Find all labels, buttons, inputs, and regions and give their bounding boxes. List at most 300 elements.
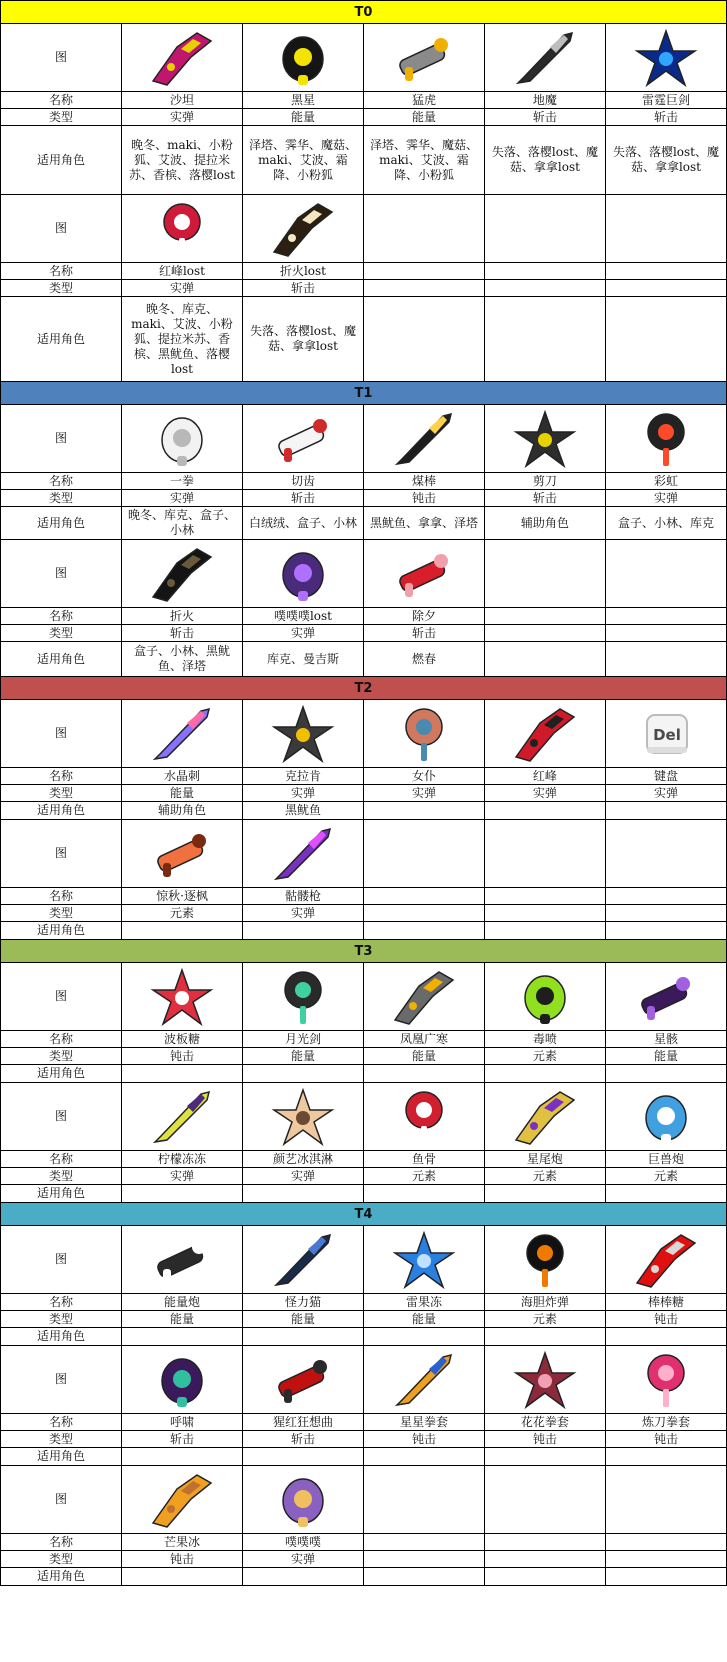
weapon-image-cell <box>121 700 242 768</box>
red-lollipop-icon <box>631 1229 701 1291</box>
empty-cell <box>363 280 484 297</box>
empty-cell <box>484 280 605 297</box>
weapon-roles <box>121 922 242 940</box>
weapon-name: 一拳 <box>121 473 242 490</box>
empty-cell <box>484 195 605 263</box>
lollipop-icon <box>147 966 217 1028</box>
empty-cell <box>484 1466 605 1534</box>
weapon-name: 芒果冰 <box>121 1534 242 1551</box>
weapon-roles: 失落、落樱lost、魔菇、拿拿lost <box>605 126 726 195</box>
weapon-image-cell <box>605 700 726 768</box>
weapon-roles <box>363 802 484 820</box>
weapon-type: 钝击 <box>121 1048 242 1065</box>
empty-cell <box>484 1551 605 1568</box>
new-year-blade-icon <box>389 543 459 605</box>
weapon-roles: 失落、落樱lost、魔菇、拿拿lost <box>484 126 605 195</box>
weapon-name: 克拉肯 <box>242 768 363 785</box>
empty-cell <box>363 905 484 922</box>
name-row <box>1 92 727 109</box>
weapon-type: 能量 <box>605 1048 726 1065</box>
empty-cell <box>605 1551 726 1568</box>
empty-cell <box>363 1534 484 1551</box>
moonlight-sword-icon <box>268 966 338 1028</box>
row-label-type: 类型 <box>1 109 122 126</box>
empty-cell <box>484 625 605 642</box>
roles-row <box>1 922 727 940</box>
row-label-roles: 适用角色 <box>1 802 122 820</box>
weapon-type: 能量 <box>121 1311 242 1328</box>
name-row <box>1 1151 727 1168</box>
weapon-image-cell <box>242 1226 363 1294</box>
weapon-type: 实弹 <box>242 1168 363 1185</box>
row-label-roles: 适用角色 <box>1 922 122 940</box>
weapon-roles <box>121 1185 242 1203</box>
row-label-roles: 适用角色 <box>1 297 122 382</box>
scissors-icon <box>510 408 580 470</box>
weapon-image-cell <box>121 24 242 92</box>
weapon-image-cell <box>121 1466 242 1534</box>
tier-header-row <box>1 1203 727 1226</box>
weapon-roles <box>363 1065 484 1083</box>
empty-cell <box>605 280 726 297</box>
empty-cell <box>363 263 484 280</box>
weapon-image-cell <box>484 1226 605 1294</box>
weapon-name: 键盘 <box>605 768 726 785</box>
weapon-type: 斩击 <box>363 625 484 642</box>
row-label-roles: 适用角色 <box>1 1568 122 1586</box>
weapon-type: 钝击 <box>363 490 484 507</box>
image-row <box>1 1226 727 1294</box>
row-label-name: 名称 <box>1 92 122 109</box>
empty-cell <box>484 888 605 905</box>
image-row <box>1 700 727 768</box>
weapon-roles: 晚冬、maki、小粉狐、艾波、提拉米苏、香槟、落樱lost <box>121 126 242 195</box>
row-label-image: 图 <box>1 963 122 1031</box>
empty-cell <box>605 905 726 922</box>
weapon-name: 星星拳套 <box>363 1414 484 1431</box>
row-label-roles: 适用角色 <box>1 1448 122 1466</box>
image-row <box>1 405 727 473</box>
weapon-type: 钝击 <box>363 1431 484 1448</box>
row-label-type: 类型 <box>1 1311 122 1328</box>
row-label-image: 图 <box>1 1226 122 1294</box>
weapon-image-cell <box>121 1083 242 1151</box>
weapon-image-cell <box>242 820 363 888</box>
weapon-image-cell <box>121 963 242 1031</box>
type-row <box>1 625 727 642</box>
weapon-type: 实弹 <box>363 785 484 802</box>
roles-row <box>1 1185 727 1203</box>
image-row <box>1 1466 727 1534</box>
row-label-image: 图 <box>1 540 122 608</box>
row-label-name: 名称 <box>1 608 122 625</box>
tier-title: T1 <box>1 382 727 405</box>
thunder-jelly-icon <box>389 1229 459 1291</box>
roles-row <box>1 1568 727 1586</box>
weapon-type: 钝击 <box>484 1431 605 1448</box>
row-label-name: 名称 <box>1 1534 122 1551</box>
weapon-image-cell <box>484 405 605 473</box>
row-label-name: 名称 <box>1 263 122 280</box>
weapon-image-cell <box>605 963 726 1031</box>
row-label-name: 名称 <box>1 768 122 785</box>
empty-cell <box>605 1466 726 1534</box>
del-key-icon <box>631 703 701 765</box>
row-label-name: 名称 <box>1 1151 122 1168</box>
name-row <box>1 888 727 905</box>
name-row <box>1 1294 727 1311</box>
weapon-type: 元素 <box>484 1168 605 1185</box>
weapon-name: 红峰lost <box>121 263 242 280</box>
weapon-image-cell <box>242 405 363 473</box>
weapon-name: 折火lost <box>242 263 363 280</box>
weapon-type: 元素 <box>484 1048 605 1065</box>
weapon-roles: 失落、落樱lost、魔菇、拿拿lost <box>242 297 363 382</box>
row-label-name: 名称 <box>1 1294 122 1311</box>
row-label-image: 图 <box>1 1466 122 1534</box>
empty-cell <box>363 1551 484 1568</box>
weapon-roles: 黑鱿鱼、拿拿、泽塔 <box>363 507 484 540</box>
empty-cell <box>605 820 726 888</box>
name-row <box>1 1031 727 1048</box>
weapon-type: 实弹 <box>484 785 605 802</box>
tier-title: T2 <box>1 677 727 700</box>
tooth-saw-icon <box>268 408 338 470</box>
empty-cell <box>605 263 726 280</box>
row-label-image: 图 <box>1 24 122 92</box>
row-label-image: 图 <box>1 1346 122 1414</box>
weapon-roles <box>363 1185 484 1203</box>
purple-cannon-icon <box>268 823 338 885</box>
row-label-image: 图 <box>1 195 122 263</box>
empty-cell <box>484 540 605 608</box>
empty-cell <box>484 820 605 888</box>
empty-cell <box>363 1466 484 1534</box>
weapon-type: 斩击 <box>484 490 605 507</box>
weapon-image-cell <box>363 1226 484 1294</box>
empty-cell <box>363 1568 484 1586</box>
weapon-name: 雷霆巨剑 <box>605 92 726 109</box>
row-label-type: 类型 <box>1 280 122 297</box>
dark-sword-icon <box>510 27 580 89</box>
type-row <box>1 1551 727 1568</box>
weapon-image-cell <box>363 24 484 92</box>
row-label-name: 名称 <box>1 473 122 490</box>
howl-blade-icon <box>147 1349 217 1411</box>
weapon-type: 实弹 <box>242 905 363 922</box>
empty-cell <box>605 540 726 608</box>
tier-header-row <box>1 940 727 963</box>
weapon-roles: 黑鱿鱼 <box>242 802 363 820</box>
weapon-image-cell <box>121 1226 242 1294</box>
mango-popsicle-icon <box>147 1469 217 1531</box>
type-row <box>1 490 727 507</box>
weapon-name: 波板糖 <box>121 1031 242 1048</box>
weapon-type: 斩击 <box>242 280 363 297</box>
weapon-roles: 库克、曼吉斯 <box>242 642 363 677</box>
empty-cell <box>605 1568 726 1586</box>
weapon-type: 实弹 <box>121 490 242 507</box>
dark-cat-claw-icon <box>268 1229 338 1291</box>
name-row <box>1 1414 727 1431</box>
row-label-image: 图 <box>1 820 122 888</box>
weapon-roles <box>605 802 726 820</box>
weapon-roles <box>484 1065 605 1083</box>
roles-row <box>1 802 727 820</box>
name-row <box>1 263 727 280</box>
cat-club-icon <box>389 408 459 470</box>
purple-paw-gun-icon <box>268 1469 338 1531</box>
weapon-image-cell <box>484 1083 605 1151</box>
weapon-roles <box>605 1448 726 1466</box>
weapon-type: 能量 <box>363 1311 484 1328</box>
row-label-roles: 适用角色 <box>1 1065 122 1083</box>
weapon-roles <box>242 1328 363 1346</box>
white-fist-icon <box>147 408 217 470</box>
star-wreck-blade-icon <box>631 966 701 1028</box>
weapon-type: 实弹 <box>121 1168 242 1185</box>
empty-cell <box>484 922 605 940</box>
icon-key-label: Del <box>653 725 681 744</box>
tier-title: T0 <box>1 1 727 24</box>
weapon-name: 地魔 <box>484 92 605 109</box>
row-label-type: 类型 <box>1 625 122 642</box>
weapon-type: 能量 <box>121 785 242 802</box>
row-label-roles: 适用角色 <box>1 126 122 195</box>
weapon-type: 斩击 <box>484 109 605 126</box>
row-label-name: 名称 <box>1 1031 122 1048</box>
image-row <box>1 540 727 608</box>
weapon-roles: 泽塔、霁华、魔菇、maki、艾波、霜降、小粉狐 <box>363 126 484 195</box>
lemon-blaster-icon <box>147 1086 217 1148</box>
empty-cell <box>484 263 605 280</box>
row-label-roles: 适用角色 <box>1 1328 122 1346</box>
weapon-image-cell <box>484 700 605 768</box>
empty-cell <box>605 195 726 263</box>
roles-row <box>1 1065 727 1083</box>
tier-title: T4 <box>1 1203 727 1226</box>
weapon-image-cell <box>363 1346 484 1414</box>
weapon-name: 切齿 <box>242 473 363 490</box>
weapon-type: 斩击 <box>121 1431 242 1448</box>
row-label-type: 类型 <box>1 1431 122 1448</box>
weapon-image-cell <box>363 700 484 768</box>
thunder-greatsword-icon <box>631 27 701 89</box>
roles-row <box>1 507 727 540</box>
name-row <box>1 1534 727 1551</box>
black-star-gun-icon <box>268 27 338 89</box>
type-row <box>1 1048 727 1065</box>
tier-header-row <box>1 1 727 24</box>
row-label-name: 名称 <box>1 888 122 905</box>
weapon-image-cell <box>363 405 484 473</box>
ice-cream-face-icon <box>268 1086 338 1148</box>
weapon-name: 红峰 <box>484 768 605 785</box>
row-label-roles: 适用角色 <box>1 507 122 540</box>
weapon-name: 煤棒 <box>363 473 484 490</box>
red-wing-gun-icon <box>510 703 580 765</box>
weapon-type: 元素 <box>484 1311 605 1328</box>
name-row <box>1 608 727 625</box>
weapon-image-cell <box>605 405 726 473</box>
weapon-type: 斩击 <box>242 1431 363 1448</box>
weapon-name: 鱼骨 <box>363 1151 484 1168</box>
weapon-type: 能量 <box>363 109 484 126</box>
weapon-type: 斩击 <box>242 490 363 507</box>
weapon-type: 钝击 <box>605 1311 726 1328</box>
type-row <box>1 785 727 802</box>
weapon-name: 海胆炸弹 <box>484 1294 605 1311</box>
weapon-image-cell <box>484 1346 605 1414</box>
weapon-image-cell <box>605 1226 726 1294</box>
weapon-roles: 盒子、小林、库克 <box>605 507 726 540</box>
weapon-name: 月光剑 <box>242 1031 363 1048</box>
weapon-name: 水晶刺 <box>121 768 242 785</box>
row-label-type: 类型 <box>1 905 122 922</box>
empty-cell <box>605 922 726 940</box>
star-glove-icon <box>389 1349 459 1411</box>
weapon-type: 元素 <box>121 905 242 922</box>
weapon-type: 元素 <box>605 1168 726 1185</box>
weapon-name: 折火 <box>121 608 242 625</box>
type-row <box>1 1311 727 1328</box>
empty-cell <box>605 1534 726 1551</box>
weapon-name: 沙坦 <box>121 92 242 109</box>
weapon-name: 女仆 <box>363 768 484 785</box>
weapon-roles <box>363 1448 484 1466</box>
empty-cell <box>484 1534 605 1551</box>
empty-cell <box>363 922 484 940</box>
weapon-image-cell <box>484 24 605 92</box>
empty-cell <box>363 297 484 382</box>
empty-cell <box>605 297 726 382</box>
empty-cell <box>363 888 484 905</box>
weapon-image-cell <box>484 963 605 1031</box>
row-label-image: 图 <box>1 700 122 768</box>
image-row <box>1 24 727 92</box>
weapon-roles <box>242 1568 363 1586</box>
weapon-roles <box>121 1448 242 1466</box>
weapon-type: 实弹 <box>605 490 726 507</box>
row-label-name: 名称 <box>1 1414 122 1431</box>
weapon-image-cell <box>121 195 242 263</box>
blade-glove-icon <box>631 1349 701 1411</box>
weapon-type: 能量 <box>242 1311 363 1328</box>
weapon-name: 凤凰广寒 <box>363 1031 484 1048</box>
rainbow-blaster-icon <box>631 408 701 470</box>
weapon-image-cell <box>242 963 363 1031</box>
weapon-type: 实弹 <box>605 785 726 802</box>
empty-cell <box>484 642 605 677</box>
weapon-name: 毒喷 <box>484 1031 605 1048</box>
empty-cell <box>605 608 726 625</box>
weapon-name: 炼刀拳套 <box>605 1414 726 1431</box>
weapon-roles <box>484 1448 605 1466</box>
weapon-type: 钝击 <box>121 1551 242 1568</box>
name-row <box>1 473 727 490</box>
image-row <box>1 1083 727 1151</box>
type-row <box>1 905 727 922</box>
weapon-image-cell <box>121 405 242 473</box>
weapon-roles <box>484 1328 605 1346</box>
empty-cell <box>484 905 605 922</box>
phoenix-hammer-icon <box>389 966 459 1028</box>
weapon-name: 颜艺冰淇淋 <box>242 1151 363 1168</box>
roles-row <box>1 297 727 382</box>
energy-cannon-icon <box>147 1229 217 1291</box>
weapon-name: 雷果冻 <box>363 1294 484 1311</box>
type-row <box>1 109 727 126</box>
weapon-image-cell <box>605 24 726 92</box>
weapon-name: 星尾炮 <box>484 1151 605 1168</box>
urchin-bomb-icon <box>510 1229 580 1291</box>
empty-cell <box>605 642 726 677</box>
row-label-type: 类型 <box>1 490 122 507</box>
weapon-roles <box>121 1065 242 1083</box>
weapon-name: 呼啸 <box>121 1414 242 1431</box>
fishbone-gun-icon <box>389 1086 459 1148</box>
weapon-name: 噗噗噗lost <box>242 608 363 625</box>
tier-header-row <box>1 677 727 700</box>
maple-leaf-icon <box>147 823 217 885</box>
weapon-roles <box>484 802 605 820</box>
burst-fire-icon <box>147 543 217 605</box>
weapon-type: 能量 <box>242 109 363 126</box>
weapon-roles: 晚冬、库克、maki、艾波、小粉狐、提拉米苏、香槟、黑鱿鱼、落樱lost <box>121 297 242 382</box>
weapon-roles <box>605 1328 726 1346</box>
poison-canister-icon <box>510 966 580 1028</box>
empty-cell <box>605 625 726 642</box>
weapon-image-cell <box>363 963 484 1031</box>
type-row <box>1 1431 727 1448</box>
weapon-name: 巨兽炮 <box>605 1151 726 1168</box>
image-row <box>1 963 727 1031</box>
roles-row <box>1 1328 727 1346</box>
image-row <box>1 195 727 263</box>
roles-row <box>1 642 727 677</box>
weapon-type: 实弹 <box>121 280 242 297</box>
weapon-image-cell <box>605 1083 726 1151</box>
weapon-type: 斩击 <box>605 109 726 126</box>
flower-glove-icon <box>510 1349 580 1411</box>
weapon-image-cell <box>121 540 242 608</box>
weapon-type: 实弹 <box>242 625 363 642</box>
weapon-name: 噗噗噗 <box>242 1534 363 1551</box>
weapon-type: 实弹 <box>242 1551 363 1568</box>
weapon-type: 钝击 <box>605 1431 726 1448</box>
weapon-roles <box>605 1185 726 1203</box>
weapon-roles: 白绒绒、盒子、小林 <box>242 507 363 540</box>
roles-row <box>1 1448 727 1466</box>
weapon-type: 元素 <box>363 1168 484 1185</box>
weapon-name: 猛虎 <box>363 92 484 109</box>
weapon-image-cell <box>121 820 242 888</box>
weapon-type: 实弹 <box>242 785 363 802</box>
weapon-roles: 辅助角色 <box>121 802 242 820</box>
weapon-roles: 燃春 <box>363 642 484 677</box>
empty-cell <box>484 608 605 625</box>
weapon-image-cell <box>242 700 363 768</box>
weapon-roles <box>242 1448 363 1466</box>
weapon-image-cell <box>242 1466 363 1534</box>
type-row <box>1 1168 727 1185</box>
weapon-name: 彩虹 <box>605 473 726 490</box>
weapon-name: 能量炮 <box>121 1294 242 1311</box>
weapon-name: 除夕 <box>363 608 484 625</box>
weapon-image-cell <box>242 195 363 263</box>
weapon-type: 能量 <box>363 1048 484 1065</box>
weapon-roles <box>242 922 363 940</box>
